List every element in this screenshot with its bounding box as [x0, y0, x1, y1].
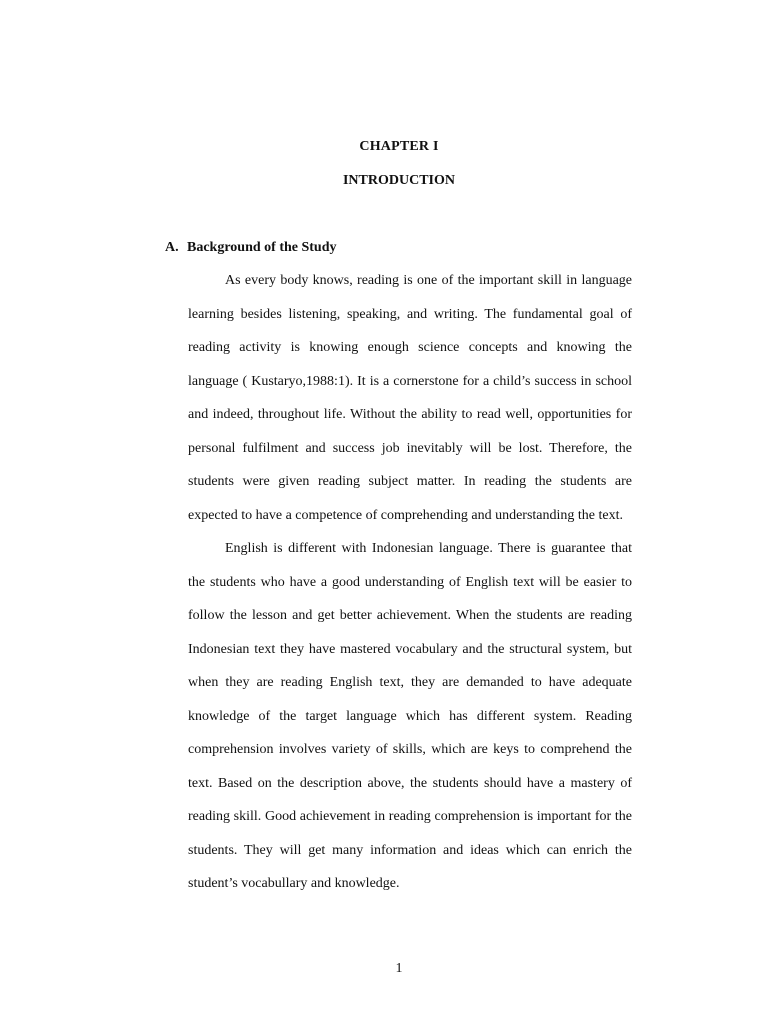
chapter-subtitle: INTRODUCTION	[342, 173, 455, 188]
section-marker: A.	[165, 240, 179, 255]
paragraph: As every body knows, reading is one of the important skill in language learning besides listening, speaking, and writing. The fundamental goal of reading activity is knowing enough science concepts and knowing the language ( Kustaryo,1988:1). It is a cornerstone for a child’s success in school and indeed, throughout life. Without the ability to read well, opportunities for personal fulfilment and success job inevitably will be lost. Therefore, the students were given reading subject matter. In reading the students are expected to have a competence of comprehending and understanding the text.	[188, 273, 632, 523]
section-heading	[165, 240, 337, 256]
section-title: Background of the Study	[187, 240, 337, 255]
chapter-title: CHAPTER I	[359, 139, 439, 154]
page-number: 1	[395, 961, 403, 976]
body-text	[188, 264, 632, 901]
paragraph: English is different with Indonesian language. There is guarantee that the students who have a good understanding of English text will be easier to follow the lesson and get better achievement. When the students are reading Indonesian text they have mastered vocabulary and the structural system, but when they are reading English text, they are demanded to have adequate knowledge of the target language which has different system. Reading comprehension involves variety of skills, which are keys to comprehend the text. Based on the description above, the students should have a mastery of reading skill. Good achievement in reading comprehension is important for the students. They will get many information and ideas which can enrich the student’s vocabullary and knowledge.	[188, 541, 632, 891]
